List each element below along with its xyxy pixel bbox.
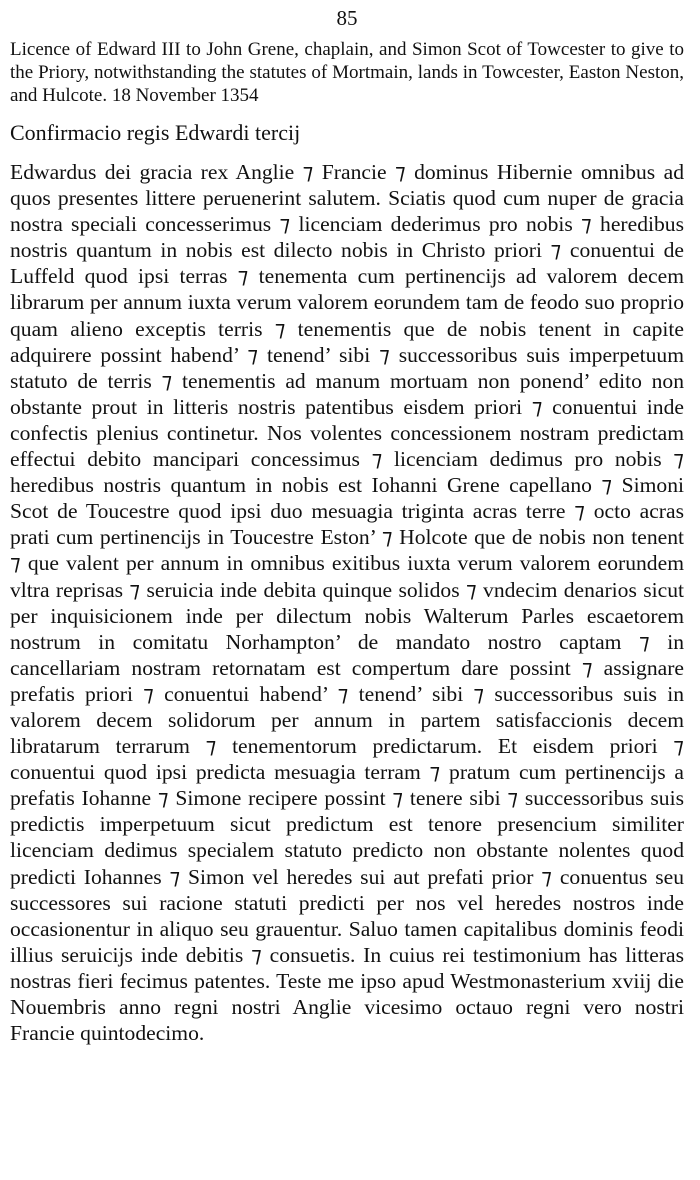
charter-text: Edwardus dei gracia rex Anglie ⁊ Francie ⁊ dominus Hibernie omnibus ad quos presentes littere peruenerint salutem. Sciatis quod cum nuper de gracia nostra speciali concesserimus ⁊ licenciam dederimus pro nobis ⁊ heredibus nostris quantum in nobis est dilecto nobis in Christo priori ⁊ conuentui de Luffeld quod ipsi terras ⁊ tenementa cum pertinencijs ad valorem decem librarum per annum iuxta verum valorem eorundem tam de feodo suo proprio quam alieno exceptis terris ⁊ tenementis que de nobis tenent in capite adquirere possint habend’ ⁊ tenend’ sibi ⁊ successoribus suis imperpetuum statuto de terris ⁊ tenementis ad manum mortuam non ponend’ edito non obstante prout in litteris nostris patentibus eisdem priori ⁊ conuentui inde confectis plenius continetur. Nos volentes concessionem nostram predictam effectui debito mancipari concessimus ⁊ licenciam dedimus pro nobis ⁊ heredibus nostris quantum in nobis est Iohanni Grene capellano ⁊ Simoni Scot de Toucestre quod ipsi duo mesuagia triginta acras terre ⁊ octo acras prati cum pertinencijs in Toucestre Eston’ ⁊ Holcote que de nobis non tenent ⁊ que valent per annum in omnibus exitibus iuxta verum valorem eorundem vltra reprisas ⁊ seruicia inde debita quinque solidos ⁊ vndecim denarios sicut per inquisicionem inde per dilectum nobis Walterum Parles escaetorem nostrum in comitatu Norhampton’ de mandato nostro captam ⁊ in cancellariam nostram retornatam est compertum dare possint ⁊ assignare prefatis priori ⁊ conuentui habend’ ⁊ tenend’ sibi ⁊ successoribus suis in valorem decem solidorum per annum in partem satisfaccionis decem libratarum terrarum ⁊ tenementorum predictarum. Et eisdem priori ⁊ conuentui quod ipsi predicta mesuagia terram ⁊ pratum cum pertinencijs a prefatis Iohanne ⁊ Simone recipere possint ⁊ tenere sibi ⁊ successoribus suis predictis imperpetuum sicut predictum est tenore presencium similiter licenciam dedimus specialem statuto predicto non obstante nolentes quod predicti Iohannes ⁊ Simon vel heredes sui aut prefati prior ⁊ conuentus seu successores sui racione statuti predicti per nos vel heredes nostros inde occasionentur in aliquo seu grauentur. Saluo tamen capitalibus dominis feodi illius seruicijs inde debitis ⁊ consuetis. In cuius rei testimonium has litteras nostras fieri fecimus patentes. Teste me ipso apud Westmonasterium xviij die Nouembris anno regni nostri Anglie vicesimo octauo regni vero nostri Francie quintodecimo. (10, 160, 684, 1046)
document-heading: Licence of Edward III to John Grene, chaplain, and Simon Scot of Towcester to give to the Priory, notwithstanding the statutes of Mortmain, lands in Towcester, Easton Neston, and Hulcote. 18 November 1354 (10, 39, 684, 106)
document-page (10, 4, 684, 1046)
document-subtitle: Confirmacio regis Edwardi tercij (10, 120, 301, 145)
page-number: 85 (336, 6, 358, 30)
